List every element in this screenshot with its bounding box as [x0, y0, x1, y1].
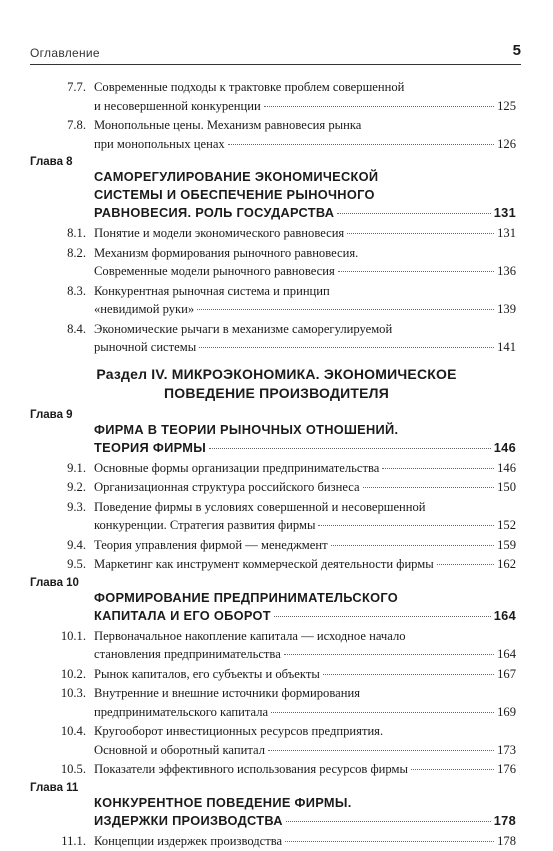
- dot-leader: [382, 468, 494, 469]
- page-ref[interactable]: 141: [497, 340, 516, 354]
- chapter-title-line: [94, 204, 516, 222]
- entry-title-line: [94, 78, 516, 97]
- entry-body: [94, 627, 516, 664]
- entry-title-line: [94, 722, 516, 741]
- entry-title-line: [94, 300, 516, 319]
- entry-body: [94, 722, 516, 759]
- page-ref[interactable]: 139: [497, 302, 516, 316]
- page-ref[interactable]: 136: [497, 264, 516, 278]
- chapter-title-line: [94, 812, 516, 830]
- chapter-label: Глава 10: [30, 576, 79, 589]
- entry-title-text: Первоначальное накопление капитала — исходное начало: [94, 628, 406, 643]
- entry-title-line: [94, 498, 516, 517]
- page-ref[interactable]: 131: [497, 226, 516, 240]
- page-ref[interactable]: 169: [497, 704, 516, 719]
- entry-title-text: Поведение фирмы в условиях совершенной и несовершенной: [94, 499, 426, 514]
- dot-leader: [318, 525, 494, 526]
- entry-title-line: [94, 338, 516, 357]
- page-ref[interactable]: 164: [497, 647, 516, 661]
- dot-leader: [347, 233, 494, 234]
- entry-title-text: Кругооборот инвестиционных ресурсов предприятия.: [94, 724, 384, 738]
- entry-title-text: Рынок капиталов, его субъекты и объекты: [94, 666, 320, 681]
- dot-leader: [228, 144, 494, 145]
- entry-body: [94, 282, 516, 319]
- dot-leader: [274, 616, 491, 617]
- entry-title-text: Современные подходы к трактовке проблем совершенной: [94, 80, 405, 94]
- chapter-title[interactable]: [94, 794, 516, 830]
- toc-entry[interactable]: [0, 78, 553, 115]
- dot-leader: [338, 271, 494, 272]
- page-ref[interactable]: 162: [497, 557, 516, 571]
- entry-title-text: Концепции издержек производства: [94, 833, 283, 848]
- entry-title-text: Внутренние и внешние источники формирования: [94, 686, 360, 700]
- entry-title-text: «невидимой руки»: [94, 302, 195, 316]
- entry-number: 9.4.: [67, 537, 86, 552]
- entry-title-line: [94, 760, 516, 779]
- entry-title-text: рыночной системы: [94, 340, 197, 354]
- chapter-label: Глава 11: [30, 781, 79, 794]
- entry-title-line: [94, 684, 516, 703]
- entry-title-line: [94, 224, 516, 243]
- entry-number: 11.1.: [61, 833, 86, 848]
- entry-title-text: Показатели эффективного использования ресурсов фирмы: [94, 762, 408, 776]
- toc-entry[interactable]: [0, 282, 553, 319]
- entry-title-text: при монопольных ценах: [94, 136, 225, 151]
- entry-title-text: Основной и оборотный капитал: [94, 742, 265, 757]
- dot-leader: [271, 712, 494, 713]
- entry-body: [94, 224, 516, 243]
- page-ref[interactable]: 178: [497, 833, 516, 848]
- toc-entry[interactable]: [0, 555, 553, 574]
- entry-body: [94, 665, 516, 684]
- chapter-title-text: ФИРМА В ТЕОРИИ РЫНОЧНЫХ ОТНОШЕНИЙ.: [94, 421, 399, 437]
- entry-number: 10.1.: [60, 628, 86, 643]
- entry-body: [94, 320, 516, 357]
- toc-entry[interactable]: [0, 760, 553, 779]
- dot-leader: [199, 347, 494, 348]
- entry-title-text: Механизм формирования рыночного равновесия.: [94, 245, 359, 260]
- entry-number: 8.4.: [67, 321, 86, 336]
- chapter-title[interactable]: [94, 421, 516, 457]
- dot-leader: [337, 213, 490, 214]
- toc-entry[interactable]: [0, 498, 553, 535]
- page-ref[interactable]: 150: [497, 480, 516, 494]
- dot-leader: [285, 841, 494, 842]
- entry-title-line: [94, 703, 516, 722]
- table-of-contents: [0, 78, 553, 851]
- entry-title-text: Современные модели рыночного равновесия: [94, 264, 335, 278]
- entry-body: [94, 760, 516, 779]
- page-ref[interactable]: 176: [497, 762, 516, 776]
- dot-leader: [209, 448, 491, 449]
- entry-title-line: [94, 282, 516, 301]
- chapter-title-text: САМОРЕГУЛИРОВАНИЕ ЭКОНОМИЧЕСКОЙ: [94, 169, 379, 184]
- chapter-label: Глава 9: [30, 408, 73, 421]
- toc-entry[interactable]: [0, 665, 553, 684]
- dot-leader: [284, 654, 494, 655]
- entry-title-text: Маркетинг как инструмент коммерческой деятельности фирмы: [94, 557, 434, 571]
- entry-number: 10.2.: [60, 666, 86, 681]
- entry-title-line: [94, 645, 516, 664]
- chapter-title-text: СИСТЕМЫ И ОБЕСПЕЧЕНИЕ РЫНОЧНОГО: [94, 187, 375, 202]
- dot-leader: [363, 487, 495, 488]
- entry-title-text: Конкурентная рыночная система и принцип: [94, 283, 330, 298]
- entry-body: [94, 536, 516, 555]
- entry-title-line: [94, 97, 516, 116]
- chapter-title-text: ФОРМИРОВАНИЕ ПРЕДПРИНИМАТЕЛЬСКОГО: [94, 589, 398, 605]
- entry-title-text: Теория управления фирмой — менеджмент: [94, 537, 328, 552]
- chapter-title-line: [94, 607, 516, 625]
- toc-entry[interactable]: [0, 478, 553, 497]
- chapter-title-line: [94, 186, 516, 204]
- entry-title-line: [94, 244, 516, 263]
- page-ref[interactable]: 152: [497, 518, 516, 532]
- toc-entry[interactable]: [0, 224, 553, 243]
- running-head-title: Оглавление: [30, 46, 100, 60]
- dot-leader: [437, 564, 494, 565]
- section-heading-line: Раздел IV. МИКРОЭКОНОМИКА. ЭКОНОМИЧЕСКОЕ: [96, 365, 457, 382]
- entry-number: 9.3.: [67, 499, 86, 514]
- entry-number: 10.5.: [60, 762, 86, 776]
- entry-body: [94, 498, 516, 535]
- toc-entry[interactable]: [0, 722, 553, 759]
- toc-entry[interactable]: [0, 536, 553, 555]
- entry-title-text: Основные формы организации предпринимательства: [94, 460, 380, 475]
- entry-title-text: и несовершенной конкуренции: [94, 98, 261, 113]
- entry-number: 9.5.: [67, 557, 86, 571]
- entry-body: [94, 478, 516, 497]
- entry-title-line: [94, 320, 516, 339]
- chapter-title[interactable]: [94, 589, 516, 625]
- chapter-title-line: [94, 794, 516, 812]
- entry-number: 7.8.: [67, 118, 86, 132]
- chapter-title-line: [94, 439, 516, 457]
- dot-leader: [331, 545, 494, 546]
- toc-entry[interactable]: [0, 627, 553, 664]
- page-ref[interactable]: 125: [497, 98, 516, 113]
- entry-number: 9.1.: [67, 460, 86, 475]
- chapter-title-text: ИЗДЕРЖКИ ПРОИЗВОДСТВА: [94, 812, 283, 828]
- section-heading[interactable]: [30, 365, 523, 403]
- toc-entry[interactable]: [0, 832, 553, 851]
- dot-leader: [197, 309, 494, 310]
- entry-title-line: [94, 741, 516, 760]
- page-ref[interactable]: 126: [497, 136, 516, 151]
- entry-body: [94, 78, 516, 115]
- running-head: [30, 40, 521, 65]
- page-number: 5: [512, 42, 521, 59]
- toc-entry[interactable]: [0, 684, 553, 721]
- chapter-title-line: [94, 421, 516, 439]
- entry-title-line: [94, 832, 516, 851]
- entry-body: [94, 832, 516, 851]
- entry-number: 8.1.: [67, 226, 86, 240]
- entry-title-line: [94, 627, 516, 646]
- chapter-title-text: КОНКУРЕНТНОЕ ПОВЕДЕНИЕ ФИРМЫ.: [94, 794, 352, 810]
- entry-body: [94, 116, 516, 153]
- entry-body: [94, 684, 516, 721]
- entry-body: [94, 459, 516, 478]
- entry-title-text: Экономические рычаги в механизме саморегулируемой: [94, 321, 393, 336]
- chapter-title-text: РАВНОВЕСИЯ. РОЛЬ ГОСУДАРСТВА: [94, 205, 335, 220]
- entry-number: 7.7.: [67, 80, 86, 94]
- chapter-title[interactable]: [94, 168, 516, 222]
- entry-title-line: [94, 262, 516, 281]
- page-ref[interactable]: 146: [497, 460, 516, 475]
- page-ref[interactable]: 159: [497, 537, 516, 552]
- dot-leader: [268, 750, 494, 751]
- entry-title-line: [94, 135, 516, 154]
- entry-title-line: [94, 536, 516, 555]
- entry-title-line: [94, 516, 516, 535]
- dot-leader: [286, 821, 491, 822]
- page-ref[interactable]: 164: [493, 607, 516, 623]
- chapter-title-text: КАПИТАЛА И ЕГО ОБОРОТ: [94, 607, 271, 623]
- entry-title-line: [94, 459, 516, 478]
- page-ref[interactable]: 146: [493, 439, 516, 455]
- entry-title-line: [94, 478, 516, 497]
- page-ref[interactable]: 173: [497, 742, 516, 757]
- entry-number: 9.2.: [67, 480, 86, 494]
- entry-body: [94, 555, 516, 574]
- entry-title-text: Монопольные цены. Механизм равновесия рынка: [94, 118, 362, 132]
- entry-title-text: Понятие и модели экономического равновесия: [94, 226, 345, 240]
- dot-leader: [411, 769, 494, 770]
- entry-body: [94, 244, 516, 281]
- chapter-title-text: ТЕОРИЯ ФИРМЫ: [94, 439, 207, 455]
- page-ref[interactable]: 167: [497, 666, 516, 681]
- entry-title-text: становления предпринимательства: [94, 647, 281, 661]
- toc-entry[interactable]: [0, 244, 553, 281]
- toc-entry[interactable]: [0, 116, 553, 153]
- chapter-label: Глава 8: [30, 156, 73, 168]
- toc-entry[interactable]: [0, 459, 553, 478]
- entry-title-line: [94, 665, 516, 684]
- entry-number: 8.3.: [67, 283, 86, 298]
- entry-number: 8.2.: [67, 245, 86, 260]
- entry-title-text: Организационная структура российского бизнеса: [94, 480, 360, 494]
- dot-leader: [264, 106, 494, 107]
- chapter-title-line: [94, 168, 516, 186]
- entry-title-line: [94, 116, 516, 135]
- chapter-title-line: [94, 589, 516, 607]
- dot-leader: [323, 674, 494, 675]
- section-heading-line: ПОВЕДЕНИЕ ПРОИЗВОДИТЕЛЯ: [164, 384, 389, 401]
- entry-title-text: конкуренции. Стратегия развития фирмы: [94, 518, 316, 532]
- page-ref[interactable]: 131: [493, 205, 516, 220]
- page-ref[interactable]: 178: [493, 812, 516, 828]
- entry-title-text: предпринимательского капитала: [94, 704, 269, 719]
- toc-entry[interactable]: [0, 320, 553, 357]
- entry-title-line: [94, 555, 516, 574]
- entry-number: 10.3.: [60, 686, 86, 700]
- entry-number: 10.4.: [60, 724, 86, 738]
